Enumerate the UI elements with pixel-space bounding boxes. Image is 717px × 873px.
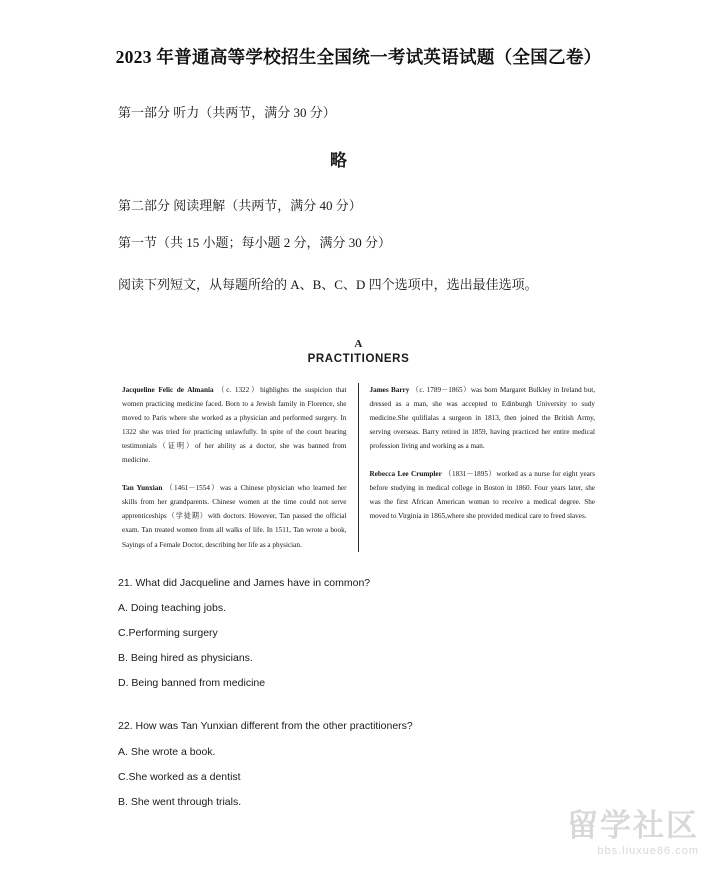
- section-one-heading: 第一节（共 15 小题；每小题 2 分，满分 30 分）: [118, 234, 392, 250]
- watermark-title: 留学社区: [567, 808, 699, 843]
- question-option-c[interactable]: C.She worked as a dentist: [118, 770, 241, 783]
- practitioner-text: （c. 1789－1865）was born Margaret Bulkley in Ireland but, dressed as a man, she was accepted to Edinburgh University to sudy medicine.She qulifialas a surgeon in 1813, then joined the British Army, serving overseas. Barry retired in 1859, having practiced her entire medical profession living and working as a man.: [369, 386, 596, 451]
- question-22: [118, 719, 599, 809]
- question-option-d[interactable]: D. Being banned from medicine: [118, 677, 266, 690]
- question-stem: 21. What did Jacqueline and James have in common?: [118, 576, 371, 589]
- watermark-url: bbs.liuxue86.com: [597, 845, 699, 857]
- practitioner-name: James Barry: [369, 386, 410, 395]
- practitioner-name: Tan Yunxian: [122, 484, 163, 493]
- practitioner-name: Jacqueline Felic de Almania: [122, 386, 214, 395]
- question-option-b[interactable]: B. She went through trials.: [118, 795, 242, 808]
- question-option-c[interactable]: C.Performing surgery: [118, 626, 218, 639]
- reading-instruction: 阅读下列短文，从每题所给的 A、B、C、D 四个选项中，选出最佳选项。: [118, 277, 538, 293]
- part-two-heading: 第二部分 阅读理解（共两节，满分 40 分）: [118, 197, 362, 213]
- passage-heading: PRACTITIONERS: [307, 353, 410, 366]
- practitioner-text: （c. 1322）highlights the suspicion that women practicing medicine faced. Born to a Jewish family in Florence, she moved to Paris where she worked as a physician and performed surgery. In 1322 she was tried for practicing unlawfully. In spite of the court hearing testimonials（证明）of her ability as a doctor, she was banned from medicine.: [122, 386, 347, 465]
- part-one-heading: 第一部分 听力（共两节，满分 30 分）: [118, 105, 336, 120]
- passage-paragraph: [370, 383, 596, 453]
- passage-columns: [122, 383, 595, 551]
- question-stem: 22. How was Tan Yunxian different from the other practitioners?: [118, 720, 413, 733]
- passage-column-right: [359, 383, 596, 551]
- question-option-b[interactable]: B. Being hired as physicians.: [118, 652, 253, 665]
- practitioner-text: （1831－1895）worked as a nurse for eight years before studying in medical college in Boston in 1860. Four years later, she was the first African American woman to receive a medical degree. She moved to Virginia in 1865,where she provided medical care to freed slaves.: [369, 470, 596, 521]
- practitioner-text: （1461－1554）was a Chinese physician who learned her skills from her grandparents. Chinese women at the time could not serve apprenticeships（学徒期）with doctors. However, Tan passed the official exam. Tan treated women from all walks of life. In 1511, Tan wrote a book, Sayings of a Female Doctor, describing her life as a physician.: [122, 484, 347, 549]
- practitioner-name: Rebecca Lee Crumpler: [369, 470, 442, 479]
- page-title: 2023 年普通高等学校招生全国统一考试英语试题（全国乙卷）: [115, 47, 602, 67]
- passage-paragraph: [370, 467, 596, 523]
- question-option-a[interactable]: A. Doing teaching jobs.: [118, 601, 226, 614]
- question-option-a[interactable]: A. She wrote a book.: [118, 745, 216, 758]
- listening-omitted-marker: 略: [330, 150, 347, 170]
- passage-paragraph: [122, 481, 347, 551]
- question-21: [118, 576, 599, 691]
- passage-paragraph: [122, 383, 347, 467]
- passage-label: A: [354, 338, 363, 351]
- passage-column-left: [122, 383, 359, 551]
- watermark: [567, 810, 699, 857]
